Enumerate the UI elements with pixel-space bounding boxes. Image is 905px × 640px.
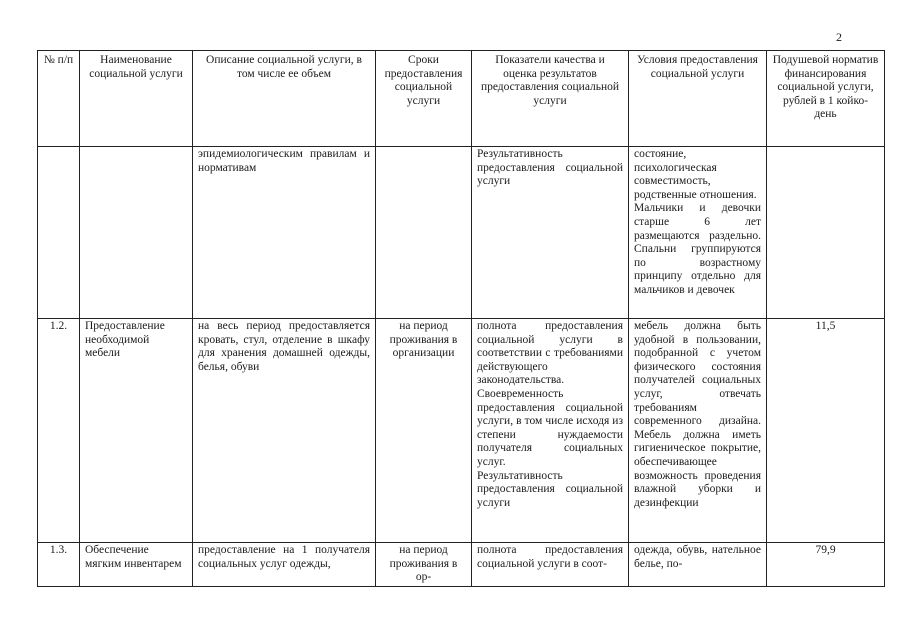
- row-name: Предоставление необходимой мебели: [80, 319, 193, 543]
- header-terms: Сроки предоставления социальной услуги: [376, 51, 472, 147]
- header-conditions: Условия предоставления социальной услуги: [629, 51, 767, 147]
- row-num: 1.3.: [38, 543, 80, 587]
- row-description: предоставление на 1 получателя социальных услуг одежды,: [193, 543, 376, 587]
- quality-paragraph: Результативность предоставления социальной услуги: [477, 148, 623, 188]
- table-row: [38, 147, 885, 319]
- quality-paragraph: полнота предоставления социальной услуги в соот-: [477, 544, 623, 570]
- row-quality: [472, 147, 629, 319]
- header-name: Наименование социальной услуги: [80, 51, 193, 147]
- table-header-row: [38, 51, 885, 147]
- table-row: [38, 319, 885, 543]
- conditions-paragraph: Мальчики и девочки старше 6 лет размещаются раздельно. Спальни группируются по возрастному принципу отдельно для мальчиков и девочек: [634, 202, 761, 296]
- row-norm: 11,5: [767, 319, 885, 543]
- page-number: 2: [836, 30, 842, 44]
- row-conditions: [629, 319, 767, 543]
- row-terms: на период проживания в ор-: [376, 543, 472, 587]
- header-description: Описание социальной услуги, в том числе ее объем: [193, 51, 376, 147]
- row-terms: на период проживания в организации: [376, 319, 472, 543]
- quality-paragraph: Своевременность предоставления социальной услуги, в том числе исходя из степени нуждаемости получателя социальных услуг.: [477, 387, 623, 468]
- header-num: № п/п: [38, 51, 80, 147]
- quality-paragraph: Результативность предоставления социальной услуги: [477, 469, 623, 509]
- row-name: [80, 147, 193, 319]
- row-norm: 79,9: [767, 543, 885, 587]
- row-name: Обеспечение мягким инвентарем: [80, 543, 193, 587]
- quality-paragraph: полнота предоставления социальной услуги в соответствии с требованиями действующего законодательства.: [477, 320, 623, 387]
- row-description: эпидемиологическим правилам и нормативам: [193, 147, 376, 319]
- row-conditions: [629, 543, 767, 587]
- conditions-paragraph: одежда, обувь, нательное белье, по-: [634, 544, 761, 570]
- row-num: [38, 147, 80, 319]
- row-description: на весь период предоставляется кровать, стул, отделение в шкафу для хранения домашней одежды, белья, обуви: [193, 319, 376, 543]
- row-norm: [767, 147, 885, 319]
- row-quality: [472, 319, 629, 543]
- conditions-paragraph: состояние, психологическая совместимость, родственные отношения.: [634, 148, 757, 201]
- conditions-paragraph: мебель должна быть удобной в пользовании, подобранной с учетом физического состояния получателей социальных услуг, отвечать требованиям современного дизайна. Мебель должна иметь гигиеническое покрытие, обеспечивающее возможность проведения влажной уборки и дезинфекции: [634, 320, 761, 509]
- header-norm: Подушевой норматив финансирования социальной услуги, рублей в 1 койко-день: [767, 51, 885, 147]
- row-quality: [472, 543, 629, 587]
- row-terms: [376, 147, 472, 319]
- table-row: [38, 543, 885, 587]
- row-conditions: [629, 147, 767, 319]
- header-quality: Показатели качества и оценка результатов предоставления социальной услуги: [472, 51, 629, 147]
- row-num: 1.2.: [38, 319, 80, 543]
- services-table: [37, 50, 885, 587]
